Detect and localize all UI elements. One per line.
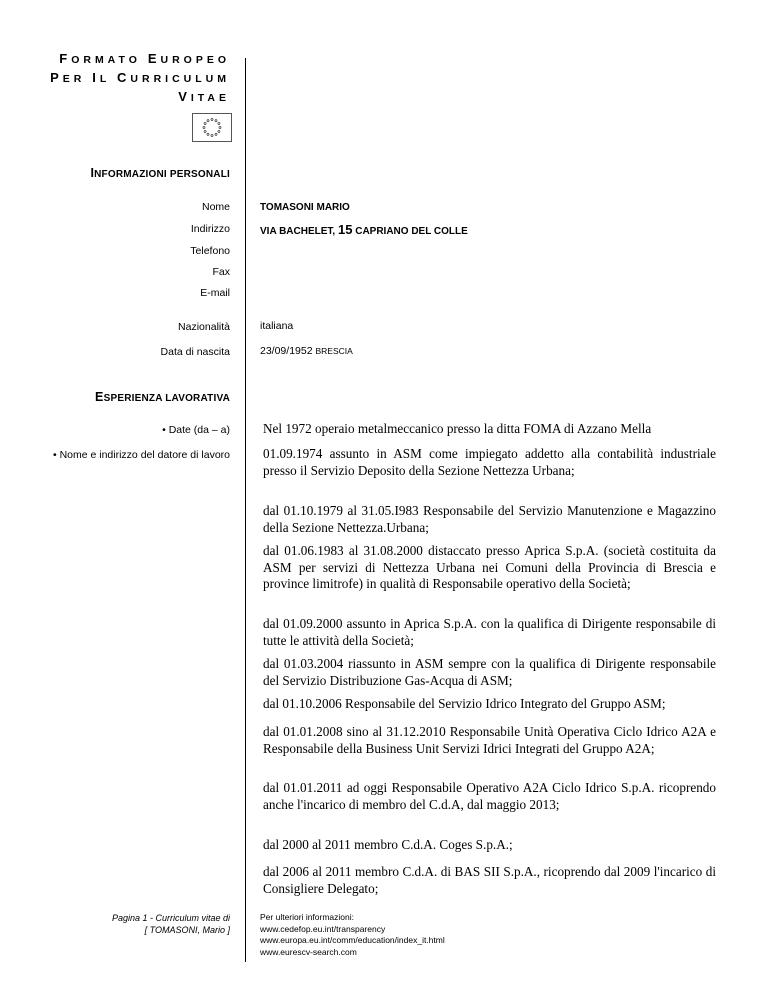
column-divider (245, 58, 246, 962)
footer-page-info (112, 912, 230, 936)
employer-label: • Nome e indirizzo del datore di lavoro (52, 449, 230, 461)
footer-info-label: Per ulteriori informazioni: (260, 912, 355, 922)
eu-flag-icon (192, 113, 232, 142)
phone-label: Telefono (190, 245, 230, 257)
footer-links (260, 912, 445, 958)
address-label: Indirizzo (190, 223, 230, 235)
footer-page-line: Pagina 1 - Curriculum vitae di (111, 913, 230, 923)
birth-date: 23/09/1952 (260, 345, 313, 357)
title-line-2: PER IL CURRICULUM (50, 70, 230, 85)
title-line-1: FORMATO EUROPEO (59, 51, 230, 66)
nationality-label: Nazionalità (178, 321, 230, 333)
footer-link[interactable]: www.cedefop.eu.int/transparency (260, 923, 386, 934)
work-entry: dal 01.03.2004 riassunto in ASM sempre con la qualifica di Dirigente responsabile del Servizio Distribuzione Gas-Acqua di ASM; (263, 656, 716, 688)
footer-link[interactable]: www.eurescv-search.com (260, 946, 357, 957)
work-entry: 01.09.1974 assunto in ASM come impiegato addetto alla contabilità industriale presso il Servizio Deposito della Sezione Nettezza Urbana; (263, 446, 716, 478)
footer-link[interactable]: www.europa.eu.int/comm/education/index_it.html (260, 935, 445, 945)
work-entry: dal 2000 al 2011 membro C.d.A. Coges S.p.A.; (263, 837, 513, 852)
address-value (260, 222, 468, 237)
section-title-work: ESPERIENZA LAVORATIVA (95, 390, 230, 404)
work-entry: dal 2006 al 2011 membro C.d.A. di BAS SII S.p.A., ricoprendo dal 2009 l'incarico di Consigliere Delegato; (263, 864, 716, 896)
name-value: TOMASONI MARIO (260, 202, 350, 213)
work-entry: dal 01.10.2006 Responsabile del Servizio Idrico Integrato del Gruppo ASM; (263, 696, 666, 711)
birth-place: BRESCIA (315, 346, 353, 356)
address-street: VIA BACHELET, (260, 226, 338, 237)
document-title (50, 50, 230, 107)
work-entry: dal 01.01.2008 sino al 31.12.2010 Responsabile Unità Operativa Ciclo Idrico A2A e Responsabile della Business Unit Servizi Idrici Integrati del Gruppo A2A; (263, 724, 716, 756)
work-entry: dal 01.06.1983 al 31.08.2000 distaccato presso Aprica S.p.A. (società costituita da ASM per servizi di Nettezza Urbana nei Comuni della Provincia di Brescia e province limitrofe) in qualità di Responsabile operativo della Società; (263, 543, 716, 591)
work-entry: Nel 1972 operaio metalmeccanico presso la ditta FOMA di Azzano Mella (263, 421, 652, 436)
name-label: Nome (201, 201, 230, 213)
work-entry: dal 01.01.2011 ad oggi Responsabile Operativo A2A Ciclo Idrico S.p.A. ricoprendo anche l'incarico di membro del C.d.A, dal maggio 2013; (263, 780, 716, 812)
address-city: CAPRIANO DEL COLLE (352, 226, 468, 237)
dates-label: • Date (da – a) (162, 424, 230, 436)
footer-name-line: [ TOMASONI, Mario ] (144, 925, 230, 935)
birth-label: Data di nascita (160, 346, 230, 358)
section-title-personal: INFORMAZIONI PERSONALI (90, 166, 230, 180)
birth-value (260, 345, 353, 357)
work-entry: dal 01.09.2000 assunto in Aprica S.p.A. con la qualifica di Dirigente responsabile di tutte le attività della Società; (263, 616, 716, 648)
email-label: E-mail (200, 287, 230, 299)
fax-label: Fax (212, 266, 230, 278)
nationality-value: italiana (260, 320, 294, 332)
title-line-3: VITAE (178, 89, 230, 104)
work-entry: dal 01.10.1979 al 31.05.I983 Responsabile del Servizio Manutenzione e Magazzino della Sezione Nettezza.Urbana; (263, 503, 716, 535)
address-number: 15 (337, 222, 353, 237)
